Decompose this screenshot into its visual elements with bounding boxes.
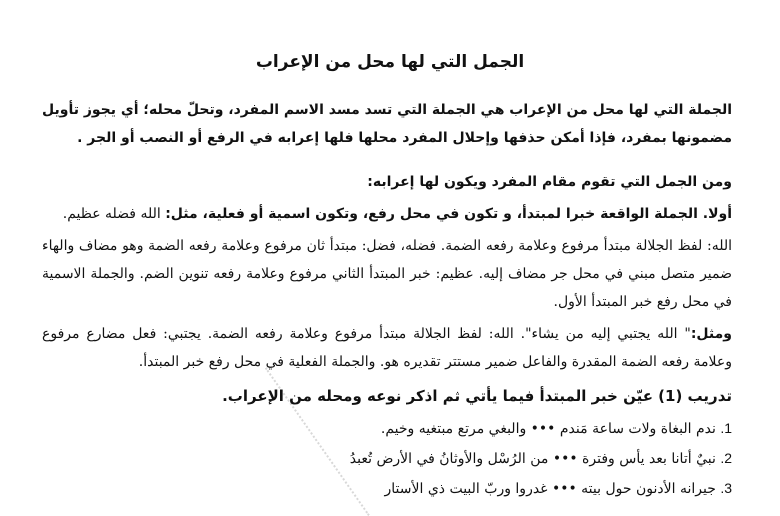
types-heading: ومن الجمل التي تقوم مقام المفرد ويكون لها إعرابه: (367, 174, 732, 190)
first-type-line (42, 200, 732, 228)
item-number: 2. (720, 450, 732, 466)
example-2-analysis: " الله يجتبي إليه من يشاء". الله: لفظ الجلالة مبتدأ مرفوع وعلامة رفعه الضمة. يجتبي: فعل مضارع مرفوع وعلامة رفعه الضمة المقدرة والفاعل ضمير مستتر تقديره هو. والجملة الفعلية في محل رفع خبر المبتدأ. (42, 326, 732, 370)
list-item (42, 414, 732, 444)
analysis-paragraph-1: الله: لفظ الجلالة مبتدأ مرفوع وعلامة رفعه الضمة. فضله، فضل: مبتدأ ثان مرفوع وعلامة رفعه الضمة وهو مضاف والهاء ضمير متصل مبني في محل جر مضاف إليه. عظيم: خبر المبتدأ الثاني مرفوع وعلامة رفعه تنوين الضم. والجملة الاسمية في محل رفع خبر المبتدأ الأول. (42, 238, 732, 310)
item-number: 1. (720, 420, 732, 436)
item-text: نبيٌ أتانا بعد يأس وفترة ••• من الرُسْل والأوثانُ في الأرض تُعبدُ (349, 451, 716, 467)
intro-paragraph: الجملة التي لها محل من الإعراب هي الجملة التي تسد مسد الاسم المفرد، وتحلّ محله؛ أي يجوز تأويل مضمونها بمفرد، فإذا أمكن حذفها وإحلال المفرد محلها فلها إعرابه في الرفع أو النصب أو الجر . (42, 102, 732, 146)
list-item (42, 444, 732, 474)
exercise-list (42, 414, 732, 504)
example-2-paragraph (42, 320, 732, 376)
exercise-heading: تدريب (1) عيّن خبر المبتدأ فيما يأتي ثم اذكر نوعه ومحله من الإعراب. (222, 387, 732, 405)
page-title: الجمل التي لها محل من الإعراب (255, 52, 525, 72)
item-text: ندم البغاة ولات ساعة مَندم ••• والبغي مرتع مبتغيه وخيم. (380, 421, 716, 437)
example-2-label: ومثل: (690, 326, 732, 342)
item-text: جيرانه الأدنون حول بيته ••• غدروا وربّ البيت ذي الأستار (384, 481, 716, 497)
item-number: 3. (720, 480, 732, 496)
first-type-example: الله فضله عظيم. (62, 206, 166, 222)
first-type-heading: أولا. الجملة الواقعة خبرا لمبتدأ، و تكون في محل رفع، وتكون اسمية أو فعلية، مثل: (165, 206, 732, 222)
